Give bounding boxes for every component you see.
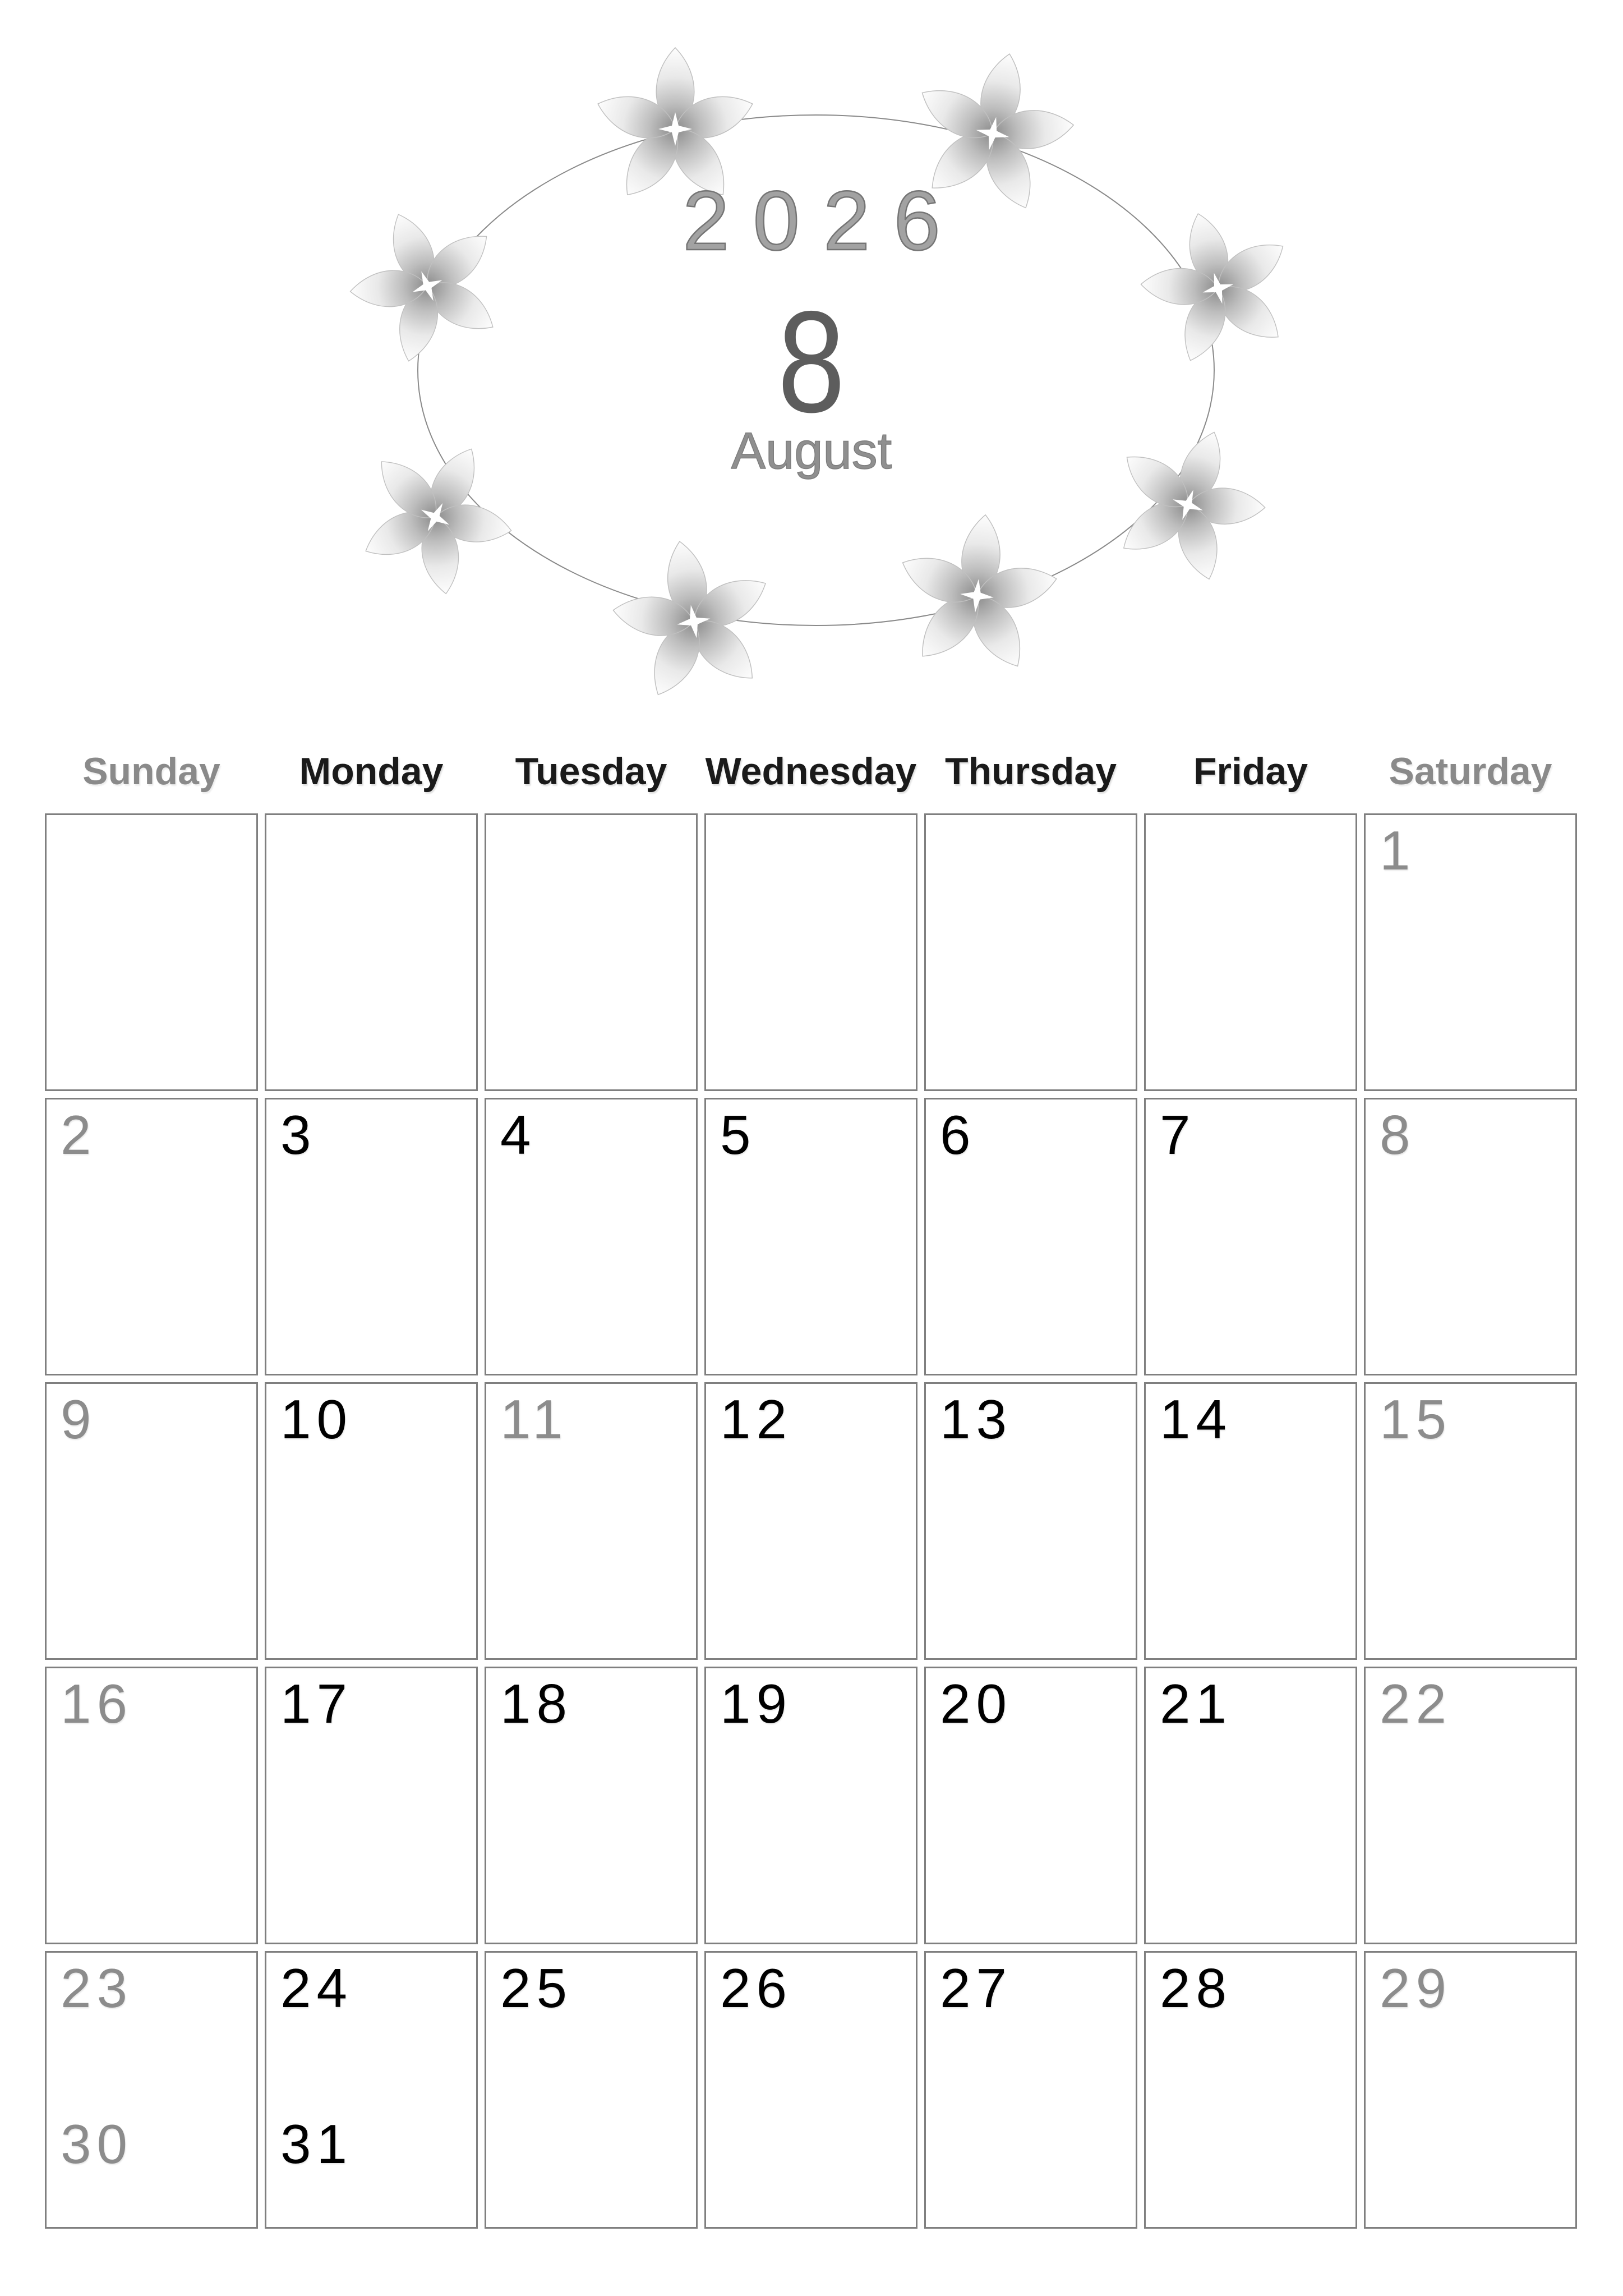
month-name: August (731, 422, 892, 480)
date-number: 13 (940, 1388, 1013, 1450)
calendar-cell (1364, 1951, 1577, 2229)
calendar-cell (924, 1098, 1137, 1375)
date-number: 18 (500, 1673, 573, 1734)
date-number: 4 (500, 1104, 537, 1166)
date-number: 21 (1160, 1673, 1233, 1734)
calendar-cell (1364, 1098, 1577, 1375)
date-number: 5 (720, 1104, 757, 1166)
calendar-cell (1144, 1382, 1357, 1660)
calendar-cell (485, 1667, 698, 1944)
date-number: 31 (280, 2113, 353, 2175)
calendar-cell (1364, 813, 1577, 1091)
date-number: 15 (1380, 1388, 1453, 1450)
flower-icon (886, 506, 1068, 681)
calendar-cell (45, 1382, 258, 1660)
date-number: 24 (280, 1957, 353, 2019)
weekday-label-wednesday: Wednesday (705, 750, 917, 793)
calendar-cell (1364, 1667, 1577, 1944)
date-number: 29 (1380, 1957, 1453, 2019)
month-number-digit: 8 (777, 280, 846, 443)
weekday-label-monday: Monday (299, 750, 444, 793)
calendar-cell (704, 1951, 917, 2229)
calendar-cell (45, 813, 258, 1091)
weekday-header-row (45, 745, 1577, 798)
calendar-cell (1144, 1667, 1357, 1944)
calendar-cell (265, 1098, 478, 1375)
calendar-cell (704, 1098, 917, 1375)
calendar-cell (265, 1951, 478, 2229)
calendar-cell (924, 1667, 1137, 1944)
date-number: 30 (61, 2113, 133, 2175)
calendar-cell (485, 1098, 698, 1375)
date-number: 28 (1160, 1957, 1233, 2019)
calendar-cell (265, 1382, 478, 1660)
calendar-cell (1144, 1098, 1357, 1375)
weekday-label-thursday: Thursday (944, 750, 1117, 793)
year-title: 2026 (683, 173, 964, 268)
calendar-cell (704, 1667, 917, 1944)
weekday-label-friday: Friday (1193, 750, 1308, 793)
date-number: 27 (940, 1957, 1013, 2019)
weekday-label-sunday: Sunday (82, 750, 220, 793)
date-number: 19 (720, 1673, 793, 1734)
date-number: 25 (500, 1957, 573, 2019)
month-number (0, 280, 1623, 443)
calendar-cell (45, 1667, 258, 1944)
date-number: 6 (940, 1104, 976, 1166)
date-number: 22 (1380, 1673, 1453, 1734)
date-number: 26 (720, 1957, 793, 2019)
date-number: 11 (500, 1388, 569, 1450)
date-number: 3 (280, 1104, 317, 1166)
calendar-cell (704, 1382, 917, 1660)
calendar-cell (1364, 1382, 1577, 1660)
calendar-grid (45, 813, 1577, 2229)
date-number: 7 (1160, 1104, 1196, 1166)
calendar-cell (924, 813, 1137, 1091)
calendar-cell (704, 813, 917, 1091)
calendar-cell (265, 1667, 478, 1944)
weekday-label-saturday: Saturday (1389, 750, 1552, 793)
calendar-cell (485, 1382, 698, 1660)
date-number: 14 (1160, 1388, 1233, 1450)
calendar-cell (265, 813, 478, 1091)
calendar-cell (924, 1382, 1137, 1660)
calendar-cell (45, 1098, 258, 1375)
date-number: 8 (1380, 1104, 1416, 1166)
date-number: 17 (280, 1673, 353, 1734)
date-number: 1 (1380, 820, 1416, 881)
date-number: 12 (720, 1388, 793, 1450)
date-number: 2 (61, 1104, 97, 1166)
weekday-label-tuesday: Tuesday (515, 750, 667, 793)
calendar-cell (1144, 813, 1357, 1091)
date-number: 16 (61, 1673, 133, 1734)
calendar-cell (1144, 1951, 1357, 2229)
date-number: 9 (61, 1388, 97, 1450)
calendar-cell (924, 1951, 1137, 2229)
date-number: 23 (61, 1957, 133, 2019)
date-number: 20 (940, 1673, 1013, 1734)
calendar-cell (485, 1951, 698, 2229)
date-number: 10 (280, 1388, 353, 1450)
flower-icon (598, 527, 789, 711)
calendar-cell (45, 1951, 258, 2229)
calendar-cell (485, 813, 698, 1091)
